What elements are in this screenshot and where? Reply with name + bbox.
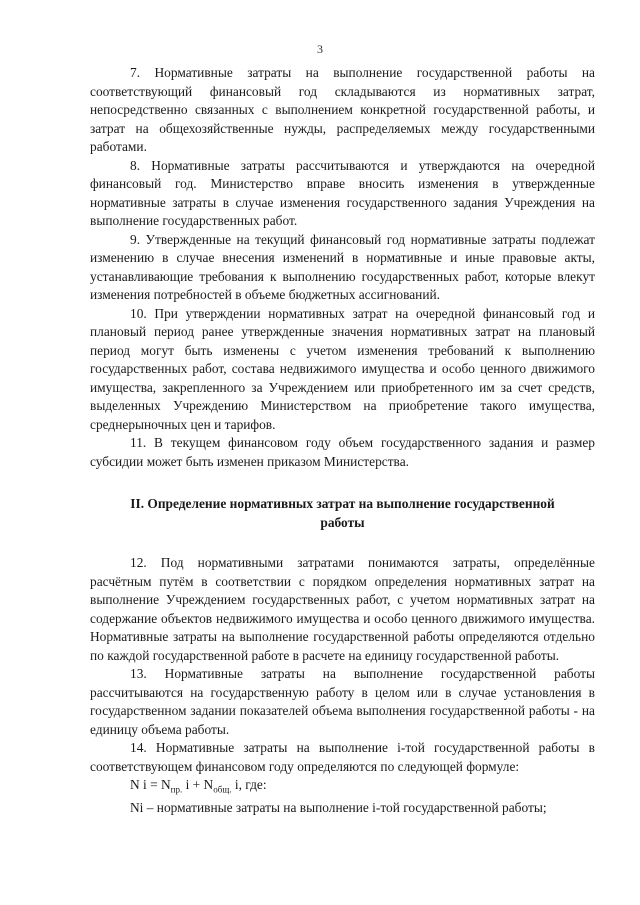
paragraph-11: 11. В текущем финансовом году объем государственного задания и размер субсидии может быть изменен приказом Министерства. <box>90 435 595 469</box>
paragraph-13: 13. Нормативные затраты на выполнение государственной работы рассчитываются на государственную работу в целом или в случае установления в государственном задании показателей объема выполнения государственной работы - на единицу объема работы. <box>90 666 595 737</box>
paragraph-9: 9. Утвержденные на текущий финансовый год нормативные затраты подлежат изменению в случае внесения изменений в нормативные и иные правовые акты, устанавливающие требования к выполнению государственных работ, которые влекут изменения потребностей в объеме бюджетных ассигнований. <box>90 231 595 302</box>
paragraph-7: 7. Нормативные затраты на выполнение государственной работы на соответствующий финансовый год складываются из нормативных затрат, непосредственно связанных с выполнением конкретной государственной работы, и затрат на общехозяйственные нужды, распределяемых между государственными работами. <box>90 65 595 154</box>
paragraph-12: 12. Под нормативными затратами понимаются затраты, определённые расчётным путём в соответствии с порядком определения нормативных затрат на выполнение Учреждением государственных работ, с учетом нормативных затрат на содержание объектов недвижимого имущества и особо ценного движимого имущества. Нормативные затраты на выполнение государственной работы определяются отдельно по каждой государственной работе в расчете на единицу государственной работы. <box>90 555 595 663</box>
formula-sub-obsh: общ. <box>213 784 232 795</box>
document-body <box>90 64 595 818</box>
paragraph-8: 8. Нормативные затраты рассчитываются и утверждаются на очередной финансовый год. Министерство вправе вносить изменения в утвержденные нормативные затраты в случае изменения государственного задания Учреждения на выполнение государственных работ. <box>90 157 595 228</box>
definition-ni: Ni – нормативные затраты на выполнение i-той государственной работы; <box>130 800 547 816</box>
formula <box>90 776 595 799</box>
page-number: 3 <box>317 42 323 56</box>
formula-mid: i + N <box>182 777 214 792</box>
section-heading: II. Определение нормативных затрат на выполнение государственной работы <box>130 496 555 530</box>
paragraph-10: 10. При утверждении нормативных затрат на очередной финансовый год и плановый период ранее утвержденные значения нормативных затрат на плановый период могут быть изменены с учетом изменения требований к выполнению государственных работ, состава недвижимого имущества и особо ценного движимого имущества, закрепленного за Учреждением или приобретенного им за счет средств, выделенных Учреждению Министерством на приобретение такого имущества, среднерыночных цен и тарифов. <box>90 305 595 432</box>
formula-sub-pr: пр. <box>170 784 183 795</box>
formula-lhs: N i = N <box>130 777 171 792</box>
formula-rhs: i, где: <box>231 777 267 792</box>
paragraph-14: 14. Нормативные затраты на выполнение i-той государственной работы в соответствующем финансовом году определяются по следующей формуле: <box>90 740 595 774</box>
